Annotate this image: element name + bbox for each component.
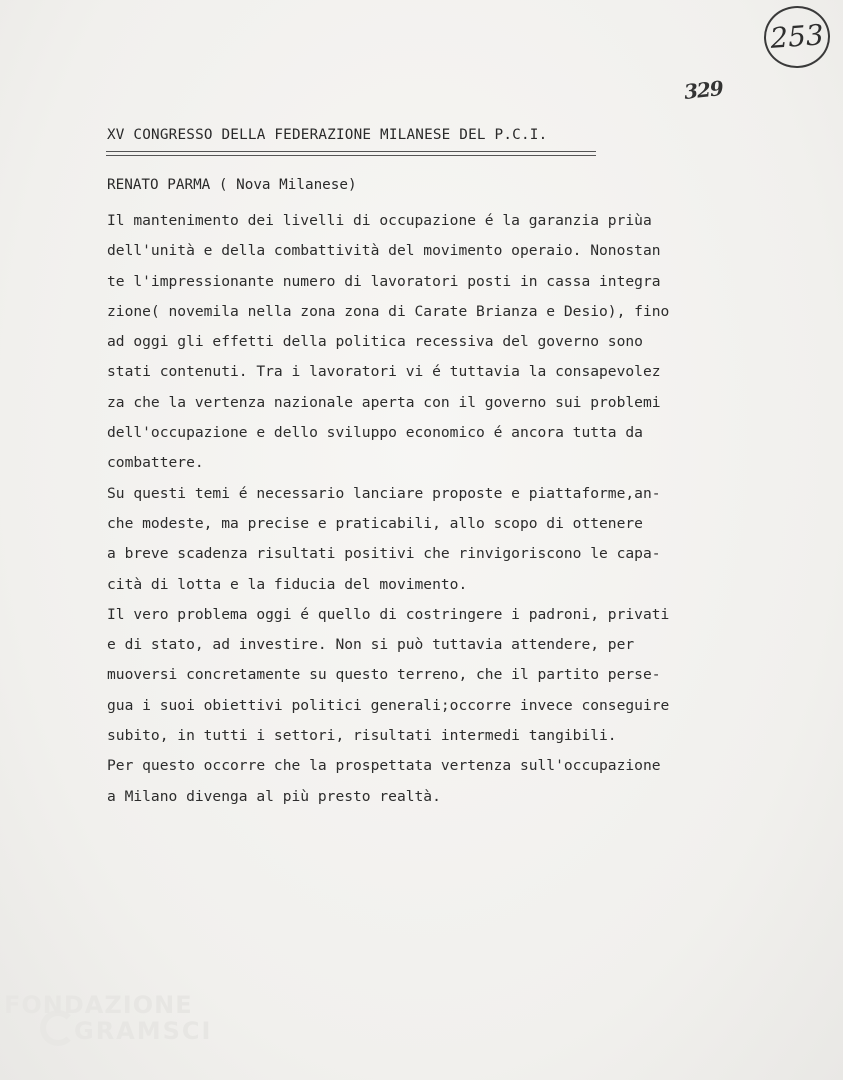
text-line: che modeste, ma precise e praticabili, allo scopo di ottenere xyxy=(107,514,643,532)
text-line: te l'impressionante numero di lavoratori posti in cassa integra xyxy=(107,272,661,290)
watermark xyxy=(4,992,212,1044)
handwritten-page-number: 329 xyxy=(682,76,724,104)
title-underline xyxy=(106,151,596,152)
text-line: e di stato, ad investire. Non si può tuttavia attendere, per xyxy=(107,636,635,654)
text-line: Il vero problema oggi é quello di costringere i padroni, privati xyxy=(107,605,670,623)
text-line: za che la vertenza nazionale aperta con il governo sui problemi xyxy=(107,393,661,411)
text-line: Su questi temi é necessario lanciare proposte e piattaforme,an- xyxy=(107,484,661,502)
text-line: stati contenuti. Tra i lavoratori vi é tuttavia la consapevolez xyxy=(107,363,661,381)
text-line: subito, in tutti i settori, risultati intermedi tangibili. xyxy=(107,727,617,745)
author-line: RENATO PARMA ( Nova Milanese) xyxy=(107,177,357,193)
body-text xyxy=(107,206,747,812)
text-line: gua i suoi obiettivi politici generali;occorre invece conseguire xyxy=(107,696,670,714)
watermark-line2: GRAMSCI xyxy=(74,1017,213,1045)
text-line: dell'occupazione e dello sviluppo economico é ancora tutta da xyxy=(107,424,643,442)
text-line: a breve scadenza risultati positivi che rinvigoriscono le capa- xyxy=(107,545,661,563)
text-line: Il mantenimento dei livelli di occupazione é la garanzia priùa xyxy=(107,212,652,229)
text-line: cità di lotta e la fiducia del movimento. xyxy=(107,575,468,593)
archive-page-number: 253 xyxy=(762,4,832,70)
text-line: dell'unità e della combattività del movimento operaio. Nonostan xyxy=(107,242,661,260)
text-line: muoversi concretamente su questo terreno, che il partito perse- xyxy=(107,666,661,684)
watermark-line1: FONDAZIONE xyxy=(4,991,193,1019)
text-line: zione( novemila nella zona zona di Carate Brianza e Desio), fino xyxy=(107,302,670,320)
document-title: XV CONGRESSO DELLA FEDERAZIONE MILANESE DEL P.C.I. xyxy=(107,127,548,143)
text-line: Per questo occorre che la prospettata vertenza sull'occupazione xyxy=(107,757,661,775)
title-underline xyxy=(106,155,596,156)
text-line: a Milano divenga al più presto realtà. xyxy=(107,787,441,805)
text-line: combattere. xyxy=(107,454,204,472)
text-line: ad oggi gli effetti della politica recessiva del governo sono xyxy=(107,333,643,351)
